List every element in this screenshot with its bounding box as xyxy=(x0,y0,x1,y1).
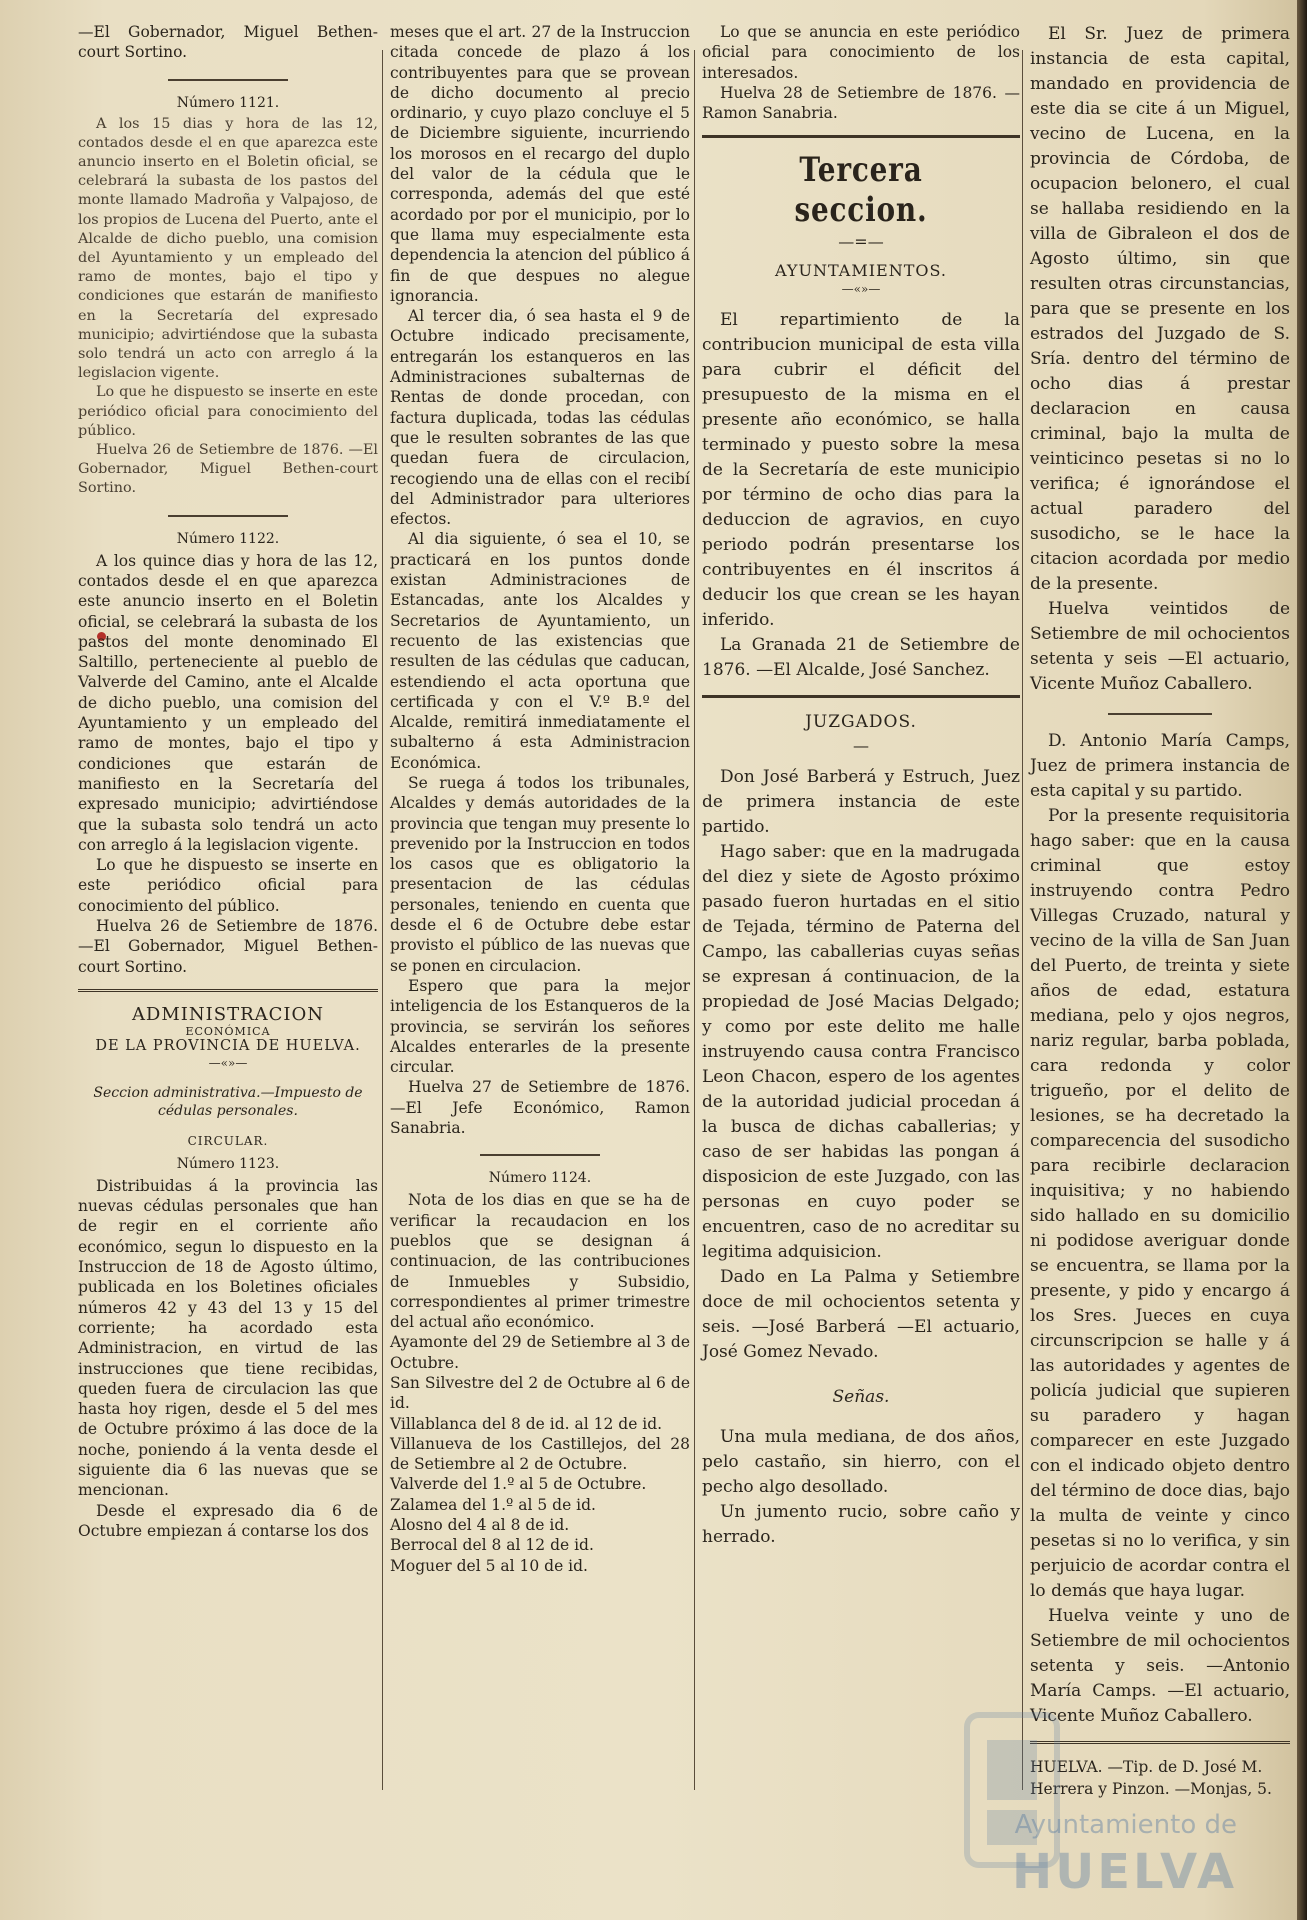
paragraph: Nota de los dias en que se ha de verificar la recaudacion en los pueblos que se designan á continuacion, de las contribuciones de Inmuebles y Subsidio, correspondientes al primer trimestre del actual año económico. xyxy=(390,1191,690,1332)
list-item: Zalamea del 1.º al 5 de id. xyxy=(390,1495,596,1514)
paragraph: Hago saber: que en la madrugada del diez y siete de Agosto próximo pasado fueron hurtadas en el sitio de Tejada, término de Paterna del Campo, las caballerias cuyas señas se expresan á continuacion, de la propiedad de José Macias Delgado; y como por este delito me halle instruyendo causa contra Francisco Leon Chacon, espero de los agentes de la autoridad judicial procedan á la busca de dichas caballerias; y caso de ser habidas las pongan á disposicion de este Juzgado, con las personas en cuyo poder se encuentren, caso de no acreditar su legitima adquisicion. xyxy=(702,842,1020,1263)
ornament-rule xyxy=(1108,713,1212,715)
section-subheading: AYUNTAMIENTOS. xyxy=(775,261,947,281)
ornament: —=— xyxy=(838,232,884,252)
notice-number: Número 1123. xyxy=(176,1155,280,1172)
paragraph: Lo que se anuncia en este periódico oficial para conocimiento de los interesados. xyxy=(702,23,1020,82)
column-rule xyxy=(1022,50,1023,1790)
list-item: Villablanca del 8 de id. al 12 de id. xyxy=(390,1414,663,1433)
section-heading: ADMINISTRACION xyxy=(131,1003,325,1025)
subheading: Señas. xyxy=(832,1387,890,1408)
list-item: Alosno del 4 al 8 de id. xyxy=(390,1516,570,1535)
column-4 xyxy=(1030,22,1290,1798)
column-2 xyxy=(390,22,690,1770)
paragraph: La Granada 21 de Setiembre de 1876. —El Alcalde, José Sanchez. xyxy=(702,635,1020,681)
paragraph: Espero que para la mejor inteligencia de los Estanqueros de la provincia, se servirán los señores Alcaldes enterarles de la presente circular. xyxy=(390,976,690,1077)
paragraph: A los quince dias y hora de las 12, contados desde el en que aparezca este anuncio inserto en el Boletin oficial, se celebrará la subasta de los pastos del monte denominado El Saltillo, perteneciente al pueblo de Valverde del Camino, ante el Alcalde de dicho pueblo, una comision del Ayuntamiento y un empleado del ramo de montes, bajo el tipo y condiciones que estarán de manifiesto en la Secretaría del expresado municipio; advirtiéndose que la subasta solo tendrá un acto con arreglo á la legislacion vigente. xyxy=(78,551,378,854)
paragraph: D. Antonio María Camps, Juez de primera instancia de esta capital y su partido. xyxy=(1030,731,1290,801)
printer-imprint: HUELVA. —Tip. de D. José M. Herrera y Pinzon. —Monjas, 5. xyxy=(1030,1758,1272,1798)
paragraph: El Sr. Juez de primera instancia de esta capital, mandado en providencia de este dia se cite á un Miguel, vecino de Lucena, en la provincia de Córdoba, de ocupacion belonero, el cual se hallaba residiendo en la villa de Gibraleon el dos de Agosto último, sin que resulten otras circunstancias, para que se presente en los estrados del Juzgado de S. Sría. dentro del término de ocho dias á prestar declaracion en causa criminal, bajo la multa de veinticinco pesetas si no lo verifica; é ignorándose el actual paradero del susodicho, se le hace la citacion acordada por medio de la presente. xyxy=(1030,24,1290,594)
paragraph: Distribuidas á la provincia las nuevas cédulas personales que han de regir en el corriente año económico, segun lo dispuesto en la Instruccion de 18 de Agosto último, publicada en los Boletines oficiales números 42 y 43 del 13 y 15 del corriente; ha acordado esta Administracion, en virtud de las instrucciones que tiene recibidas, queden fuera de circulacion las que hasta hoy rigen, desde el 5 del mes de Octubre próximo á las doce de la noche, poniendo á la venta desde el siguiente dia 6 las nuevas que se mencionan. xyxy=(78,1176,378,1500)
paragraph: Lo que he dispuesto se inserte en este periódico oficial para conocimiento del público. xyxy=(78,856,378,915)
watermark-text: HUELVA xyxy=(1012,1844,1237,1900)
paragraph: Huelva 27 de Setiembre de 1876. —El Jefe Económico, Ramon Sanabria. xyxy=(390,1078,690,1138)
collection-schedule-list xyxy=(390,1332,690,1576)
page-edge-shadow xyxy=(1297,0,1307,1920)
column-1 xyxy=(78,22,378,1770)
list-item: Berrocal del 8 al 12 de id. xyxy=(390,1536,594,1555)
paragraph: Don José Barberá y Estruch, Juez de primera instancia de este partido. xyxy=(702,767,1020,838)
section-subheading: DE LA PROVINCIA DE HUELVA. xyxy=(95,1037,361,1054)
paragraph: Huelva 28 de Setiembre de 1876. —Ramon Sanabria. xyxy=(702,83,1020,123)
notice-number: Número 1124. xyxy=(488,1170,592,1187)
column-rule xyxy=(382,50,383,1790)
section-heading: Tercera seccion. xyxy=(794,150,928,231)
paragraph: Por la presente requisitoria hago saber: que en la causa criminal que estoy instruyendo contra Pedro Villegas Cruzado, natural y vecino de la villa de San Juan del Puerto, de treinta y siete años de edad, estatura mediana, pelo y ojos negros, nariz regular, barba poblada, cara redonda y color trigueño, por el delito de lesiones, se ha decretado la comparecencia del susodicho para recibirle declaracion inquisitiva; y no habiendo sido hallado en su domicilio ni podidose averiguar donde se encuentra, se llama por la presente, y pido y encargo á los Sres. Jueces en cuya circunscripcion se halle y á las autoridades y agentes de policía judicial que supieren su paradero y hagan comparecer en este Juzgado con el indicado objeto dentro del término de doce dias, bajo la multa de veinte y cinco pesetas si no lo verifica, y sin perjuicio de acordar contra el lo demás que haya lugar. xyxy=(1030,806,1290,1601)
section-rule xyxy=(702,135,1020,138)
signature: —El Gobernador, Miguel Bethen-court Sortino. xyxy=(78,23,378,62)
column-rule xyxy=(694,50,695,1790)
paragraph: Un jumento rucio, sobre caño y herrado. xyxy=(702,1502,1020,1548)
section-subheading: ECONÓMICA xyxy=(185,1024,271,1038)
notice-number: Número 1122. xyxy=(176,530,280,547)
paragraph: Desde el expresado dia 6 de Octubre empiezan á contarse los dos xyxy=(78,1501,378,1540)
paragraph: meses que el art. 27 de la Instruccion citada concede de plazo á los contribuyentes para que se provean de dicho documento al precio ordinario, y cuyo plazo concluye el 5 de Diciembre siguiente, incurriendo los morosos en el recargo del duplo del valor de la cédula que le corresponda, además del que esté acordado por por el municipio, por lo que llama muy especialmente esta dependencia la atencion del público á fin de que despues no alegue ignorancia. xyxy=(390,23,690,305)
ornament: —«»— xyxy=(208,1055,248,1070)
section-rule xyxy=(78,989,378,992)
list-item: Villanueva de los Castillejos, del 28 de Setiembre al 2 de Octubre. xyxy=(390,1434,690,1474)
list-item: Moguer del 5 al 10 de id. xyxy=(390,1556,588,1575)
paragraph: Lo que he dispuesto se inserte en este periódico oficial para conocimiento del público. xyxy=(78,384,378,439)
section-subheading: JUZGADOS. xyxy=(805,712,917,733)
ornament-rule xyxy=(480,1154,600,1156)
ornament: —«»— xyxy=(841,282,881,297)
paragraph: Huelva 26 de Setiembre de 1876. —El Gobernador, Miguel Bethen-court Sortino. xyxy=(78,442,378,497)
paragraph: El repartimiento de la contribucion municipal de esta villa para cubrir el déficit del presupuesto de la misma en el presente año económico, se halla terminado y puesto sobre la mesa de la Secretaría de este municipio por término de ocho dias para la deduccion de agravios, en cuyo periodo podrán presentarse los contribuyentes en él inscritos á deducir los que crean se les hayan inferido. xyxy=(702,310,1020,631)
section-title: Seccion administrativa.—Impuesto de cédulas personales. xyxy=(93,1084,363,1119)
list-item: San Silvestre del 2 de Octubre al 6 de id. xyxy=(390,1374,690,1413)
paragraph: Huelva veinte y uno de Setiembre de mil ochocientos setenta y seis. —Antonio María Camps. —El actuario, Vicente Muñoz Caballero. xyxy=(1030,1606,1290,1726)
ornament-rule xyxy=(168,515,288,517)
ornament-rule xyxy=(168,79,288,81)
paragraph: A los 15 dias y hora de las 12, contados desde el en que aparezca este anuncio inserto en el Boletin oficial, se celebrará la subasta de los pastos del monte llamado Madroña y Valpajoso, de los propios de Lucena del Puerto, ante el Alcalde de dicho pueblo, una comision del Ayuntamiento y un empleado del ramo de montes, bajo el tipo y condiciones que estarán de manifiesto en la Secretaría del expresado municipio; advirtiéndose que la subasta solo tendrá un acto con arreglo á la legislacion vigente. xyxy=(78,115,378,382)
paragraph: Se ruega á todos los tribunales, Alcaldes y demás autoridades de la provincia que tengan muy presente lo prevenido por la Instruccion en todos los casos que es obligatorio la presentacion de las cédulas personales, teniendo en cuenta que desde el 6 de Octubre debe estar provisto el público de las nuevas que se ponen en circulacion. xyxy=(390,773,690,975)
list-item: Valverde del 1.º al 5 de Octubre. xyxy=(390,1475,647,1494)
column-3 xyxy=(702,22,1020,1770)
paragraph: Al tercer dia, ó sea hasta el 9 de Octubre indicado precisamente, entregarán los estanqueros en las Administraciones subalternas de Rentas de donde procedan, con factura duplicada, todas las cédulas que le resulten sobrantes de las que quedan fuera de circulacion, recogiendo una de ellas con el recibí del Administrador para ulteriores efectos. xyxy=(390,307,690,529)
watermark-text: Ayuntamiento de xyxy=(1014,1810,1237,1840)
paragraph: Al dia siguiente, ó sea el 10, se practicará en los puntos donde existan Administraciones de Estancadas, ante los Alcaldes y Secretarios de Ayuntamiento, un recuento de las existencias que resulten de las cédulas que caducan, estendiendo el acta oportuna que certificada y con el V.º B.º del Alcalde, remitirá inmediatamente el subalterno á esta Administracion Económica. xyxy=(390,530,690,772)
paragraph: Huelva veintidos de Setiembre de mil ochocientos setenta y seis —El actuario, Vicente Muñoz Caballero. xyxy=(1030,599,1290,694)
list-item: Ayamonte del 29 de Setiembre al 3 de Octubre. xyxy=(390,1333,690,1372)
section-rule xyxy=(702,695,1020,698)
paragraph: Huelva 26 de Setiembre de 1876. —El Gobernador, Miguel Bethen-court Sortino. xyxy=(78,917,378,976)
notice-number: Número 1121. xyxy=(176,94,280,111)
paragraph: Dado en La Palma y Setiembre doce de mil ochocientos setenta y seis. —José Barberá —El actuario, José Gomez Nevado. xyxy=(702,1267,1020,1363)
ornament: — xyxy=(853,736,869,756)
circular-label: CIRCULAR. xyxy=(187,1133,269,1148)
paragraph: Una mula mediana, de dos años, pelo castaño, sin hierro, con el pecho algo desollado. xyxy=(702,1427,1020,1498)
